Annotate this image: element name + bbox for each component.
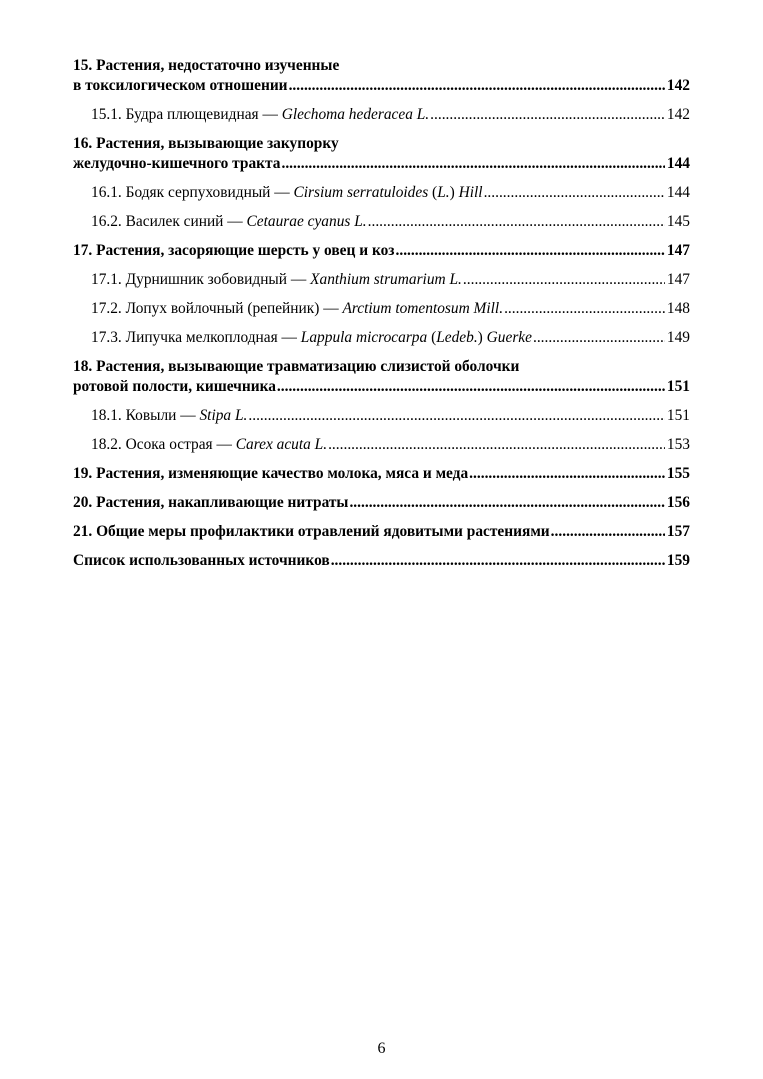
- plant-name: Дурнишник зобовидный —: [125, 271, 307, 288]
- dot-leader: [551, 522, 665, 542]
- toc-entry-title: 20. Растения, накапливающие нитраты: [73, 494, 349, 511]
- toc-entry-row: [73, 76, 690, 96]
- toc-entry-title-line: 18. Растения, вызывающие травматизацию слизистой оболочки: [73, 358, 520, 375]
- toc-entry-title: в токсилогическом отношении: [73, 77, 288, 94]
- dot-leader: [396, 241, 665, 261]
- plant-name: Будра плющевидная —: [125, 106, 278, 123]
- toc-entry-title-line: 16. Растения, вызывающие закупорку: [73, 135, 339, 152]
- toc-entry-row: [91, 212, 690, 232]
- dot-leader: [368, 212, 665, 232]
- section-number: 18.2.: [91, 436, 122, 453]
- paren-open: (: [431, 329, 437, 346]
- latin-name: Cirsium serratuloides: [293, 184, 429, 201]
- toc-subsection-18-2: [73, 435, 690, 455]
- toc-entry-row: [73, 551, 690, 571]
- latin-name: Carex acuta L.: [235, 436, 328, 453]
- dot-leader: [349, 493, 664, 513]
- toc-entry-title: 21. Общие меры профилактики отравлений ядовитыми растениями: [73, 523, 550, 540]
- page-number: 6: [377, 1040, 386, 1057]
- latin-author: L.: [437, 184, 450, 201]
- toc-entry-row: [73, 493, 690, 513]
- dot-leader: [484, 183, 665, 203]
- paren-open: (: [432, 184, 438, 201]
- toc-entry-row: [73, 241, 690, 261]
- toc-page-number: 144: [666, 184, 690, 201]
- toc-entry-row: [91, 183, 690, 203]
- toc-page-number: 157: [666, 523, 690, 540]
- toc-page-number: 142: [666, 106, 690, 123]
- toc-subsection-17-2: [73, 299, 690, 319]
- toc-entry-row: [91, 328, 690, 348]
- toc-page-number: 147: [666, 242, 690, 259]
- toc-subsection-18-1: [73, 406, 690, 426]
- toc-page-number: 147: [666, 271, 690, 288]
- toc-entry-row: [73, 377, 690, 397]
- toc-chapter-19: [73, 464, 690, 484]
- plant-name: Ковыли —: [125, 407, 196, 424]
- toc-entry-title: [91, 212, 367, 232]
- toc-entry-title-line: 15. Растения, недостаточно изученные: [73, 57, 340, 74]
- section-number: 15.1.: [91, 106, 122, 123]
- latin-name: Glechoma hederacea L.: [281, 106, 430, 123]
- dot-leader: [430, 105, 665, 125]
- toc-entry-title: [91, 183, 483, 203]
- toc-page-number: 148: [666, 300, 690, 317]
- toc-chapter-20: [73, 493, 690, 513]
- toc-subsection-16-2: [73, 212, 690, 232]
- toc-chapter-21: [73, 522, 690, 542]
- section-number: 18.1.: [91, 407, 122, 424]
- section-number: 17.3.: [91, 329, 122, 346]
- toc-subsection-17-3: [73, 328, 690, 348]
- section-number: 16.2.: [91, 213, 122, 230]
- toc-entry-title: [91, 328, 532, 348]
- toc-entry-row: [73, 154, 690, 174]
- toc-entry-row: [91, 435, 690, 455]
- toc-page-number: 155: [666, 465, 690, 482]
- toc-page-number: 159: [666, 552, 690, 569]
- toc-page-number: 156: [666, 494, 690, 511]
- latin-name: Lappula microcarpa: [300, 329, 428, 346]
- dot-leader: [248, 406, 665, 426]
- dot-leader: [281, 154, 664, 174]
- dot-leader: [504, 299, 665, 319]
- table-of-contents: [73, 56, 690, 571]
- dot-leader: [328, 435, 665, 455]
- toc-chapter-18: [73, 357, 690, 397]
- toc-page-number: 151: [666, 407, 690, 424]
- toc-entry-title: [91, 435, 327, 455]
- toc-page-number: 144: [666, 155, 690, 172]
- dot-leader: [277, 377, 665, 397]
- toc-page-number: 151: [666, 378, 690, 395]
- toc-entry-title: [91, 406, 247, 426]
- latin-author: Ledeb.: [436, 329, 478, 346]
- toc-entry-title: [91, 299, 503, 319]
- latin-name: Arctium tomentosum Mill.: [342, 300, 504, 317]
- paren-close: ): [477, 329, 483, 346]
- toc-entry-title: 17. Растения, засоряющие шерсть у овец и коз: [73, 242, 395, 259]
- toc-entry-title: [91, 105, 429, 125]
- plant-name: Бодяк серпуховидный —: [125, 184, 290, 201]
- toc-subsection-15-1: [73, 105, 690, 125]
- toc-chapter-16: [73, 134, 690, 174]
- dot-leader: [469, 464, 665, 484]
- toc-entry-title: желудочно-кишечного тракта: [73, 155, 281, 172]
- latin-author: Guerke: [486, 329, 532, 346]
- plant-name: Осока острая —: [125, 436, 232, 453]
- latin-author: Hill: [458, 184, 483, 201]
- toc-chapter-17: [73, 241, 690, 261]
- toc-entry-title: ротовой полости, кишечника: [73, 378, 276, 395]
- latin-name: Cetaurae cyanus L.: [246, 213, 367, 230]
- toc-entry-row: [91, 270, 690, 290]
- paren-close: ): [449, 184, 455, 201]
- toc-page-number: 149: [666, 329, 690, 346]
- toc-entry-title: Список использованных источников: [73, 552, 330, 569]
- section-number: 16.1.: [91, 184, 122, 201]
- plant-name: Лопух войлочный (репейник) —: [125, 300, 339, 317]
- dot-leader: [533, 328, 665, 348]
- toc-subsection-17-1: [73, 270, 690, 290]
- toc-chapter-15: [73, 56, 690, 96]
- plant-name: Василек синий —: [125, 213, 243, 230]
- dot-leader: [289, 76, 665, 96]
- toc-entry-row: [91, 299, 690, 319]
- toc-entry-row: [73, 522, 690, 542]
- toc-references: [73, 551, 690, 571]
- toc-entry-row: [91, 406, 690, 426]
- dot-leader: [331, 551, 665, 571]
- toc-page-number: 153: [666, 436, 690, 453]
- dot-leader: [463, 270, 665, 290]
- latin-name: Stipa L.: [199, 407, 248, 424]
- section-number: 17.2.: [91, 300, 122, 317]
- toc-entry-row: [73, 464, 690, 484]
- section-number: 17.1.: [91, 271, 122, 288]
- plant-name: Липучка мелкоплодная —: [125, 329, 297, 346]
- toc-subsection-16-1: [73, 183, 690, 203]
- toc-page-number: 145: [666, 213, 690, 230]
- toc-entry-title: 19. Растения, изменяющие качество молока, мяса и меда: [73, 465, 469, 482]
- toc-entry-row: [91, 105, 690, 125]
- latin-name: Xanthium strumarium L.: [310, 271, 462, 288]
- toc-page-number: 142: [666, 77, 690, 94]
- toc-entry-title: [91, 270, 462, 290]
